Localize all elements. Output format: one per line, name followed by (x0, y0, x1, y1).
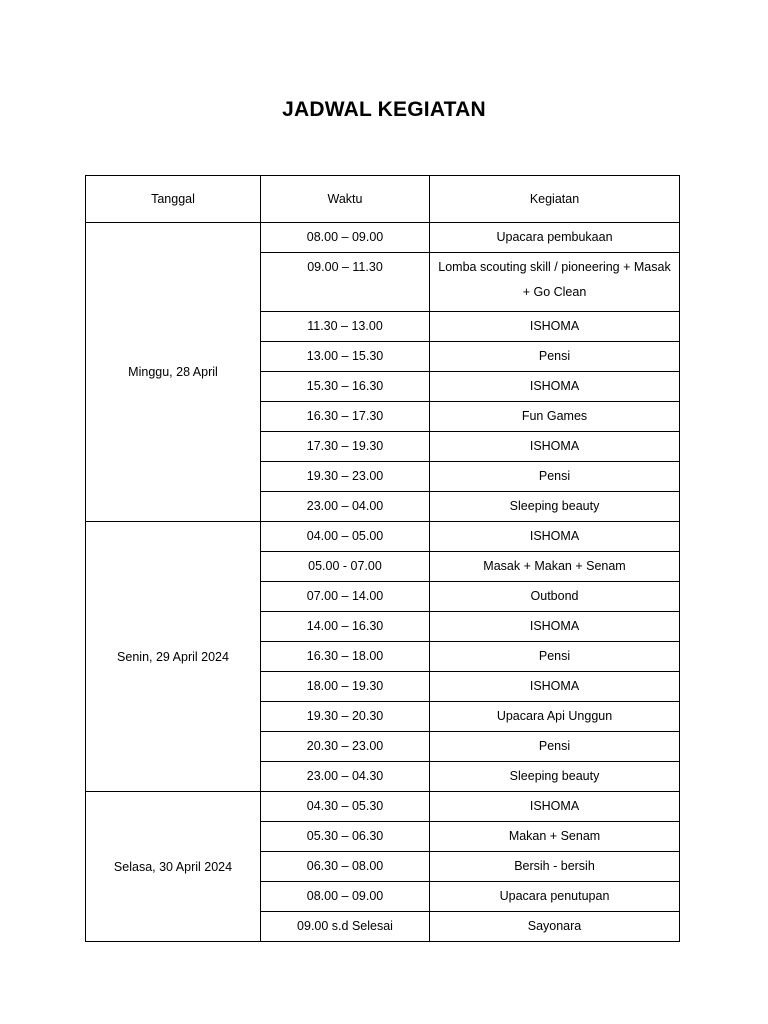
table-row (86, 223, 680, 253)
date-cell: Selasa, 30 April 2024 (86, 792, 261, 942)
time-cell: 23.00 – 04.00 (261, 492, 430, 522)
activity-cell: ISHOMA (430, 312, 680, 342)
activity-cell: Pensi (430, 342, 680, 372)
time-cell: 19.30 – 23.00 (261, 462, 430, 492)
activity-cell: Pensi (430, 462, 680, 492)
schedule-table (85, 175, 680, 942)
time-cell: 23.00 – 04.30 (261, 762, 430, 792)
time-cell: 19.30 – 20.30 (261, 702, 430, 732)
time-cell: 08.00 – 09.00 (261, 882, 430, 912)
time-cell: 07.00 – 14.00 (261, 582, 430, 612)
header-tanggal: Tanggal (86, 176, 261, 223)
time-cell: 16.30 – 18.00 (261, 642, 430, 672)
activity-cell: Sleeping beauty (430, 492, 680, 522)
time-cell: 16.30 – 17.30 (261, 402, 430, 432)
activity-cell: ISHOMA (430, 522, 680, 552)
activity-cell: Upacara penutupan (430, 882, 680, 912)
header-kegiatan: Kegiatan (430, 176, 680, 223)
table-row (86, 792, 680, 822)
time-cell: 06.30 – 08.00 (261, 852, 430, 882)
time-cell: 05.30 – 06.30 (261, 822, 430, 852)
time-cell: 09.00 s.d Selesai (261, 912, 430, 942)
document-title: JADWAL KEGIATAN (282, 98, 486, 121)
activity-cell: Pensi (430, 642, 680, 672)
header-waktu: Waktu (261, 176, 430, 223)
time-cell: 05.00 - 07.00 (261, 552, 430, 582)
header-row (86, 176, 680, 223)
time-cell: 20.30 – 23.00 (261, 732, 430, 762)
time-cell: 04.30 – 05.30 (261, 792, 430, 822)
table-row (86, 522, 680, 552)
activity-cell: ISHOMA (430, 612, 680, 642)
activity-cell: Lomba scouting skill / pioneering + Masak + Go Clean (430, 253, 680, 312)
activity-cell: Upacara Api Unggun (430, 702, 680, 732)
activity-cell: ISHOMA (430, 432, 680, 462)
time-cell: 09.00 – 11.30 (261, 253, 430, 312)
date-cell: Senin, 29 April 2024 (86, 522, 261, 792)
time-cell: 15.30 – 16.30 (261, 372, 430, 402)
activity-cell: Outbond (430, 582, 680, 612)
time-cell: 13.00 – 15.30 (261, 342, 430, 372)
activity-cell: Pensi (430, 732, 680, 762)
time-cell: 18.00 – 19.30 (261, 672, 430, 702)
schedule-body (86, 223, 680, 942)
activity-cell: Upacara pembukaan (430, 223, 680, 253)
activity-cell: ISHOMA (430, 672, 680, 702)
date-cell: Minggu, 28 April (86, 223, 261, 522)
activity-cell: Fun Games (430, 402, 680, 432)
time-cell: 04.00 – 05.00 (261, 522, 430, 552)
activity-cell: ISHOMA (430, 792, 680, 822)
time-cell: 17.30 – 19.30 (261, 432, 430, 462)
activity-cell: Sayonara (430, 912, 680, 942)
activity-cell: Sleeping beauty (430, 762, 680, 792)
activity-cell: Masak + Makan + Senam (430, 552, 680, 582)
activity-cell: Bersih - bersih (430, 852, 680, 882)
activity-cell: Makan + Senam (430, 822, 680, 852)
time-cell: 14.00 – 16.30 (261, 612, 430, 642)
time-cell: 08.00 – 09.00 (261, 223, 430, 253)
activity-cell: ISHOMA (430, 372, 680, 402)
time-cell: 11.30 – 13.00 (261, 312, 430, 342)
